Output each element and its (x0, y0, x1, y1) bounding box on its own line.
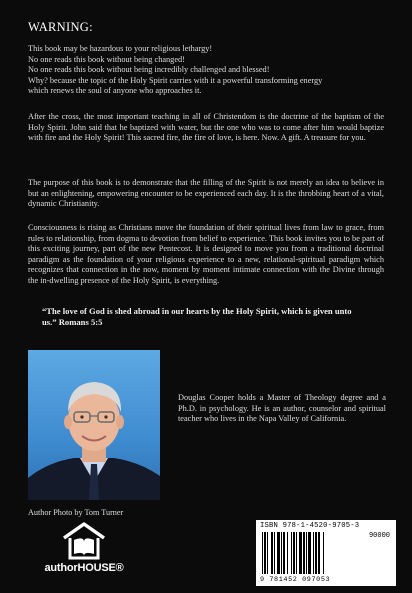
barcode-bar (308, 532, 311, 574)
barcode-bar (318, 532, 320, 574)
paragraph-consciousness: Consciousness is rising as Christians move the foundation of their spiritual lives from law to grace, from rules to relationship, from dogma to devotion from belief to experience. This book invites you to be part of this exciting journey, part of the new Pentecost. It is designed to move you from a traditional doctrinal paradigm as the foundation of your religious experience to a new, relational-spiritual paradigm which recognizes that connection in the now, moment by moment intimate connection with the Divine through the in-dwelling presence of the Holy Spirit, is everything. (28, 223, 384, 285)
barcode-bar (274, 532, 275, 574)
paragraph-baptism: After the cross, the most important teaching in all of Christendom is the doctrine of the baptism of the Holy Spirit. John said that he baptized with water, but the one who was to come after him would baptize with fire and the Holy Spirit! This sacred fire, the fire of love, is here. Now. A gift. A treasure for you. (28, 112, 384, 143)
barcode-bar (291, 532, 292, 574)
publisher-logo (34, 518, 134, 578)
isbn-label: ISBN 978-1-4520-9705-3 (260, 522, 360, 530)
barcode-bar (264, 532, 266, 574)
author-portrait-icon (28, 350, 160, 500)
photo-credit: Author Photo by Tom Turner (28, 508, 124, 517)
paragraph-purpose: The purpose of this book is to demonstrate that the filling of the Spirit is not merely an idea to believe in but an enlightening, empowering encounter to be experienced each day. It is the throbbing heart of a vital, dynamic Christianity. (28, 178, 384, 209)
barcode-bar (303, 532, 305, 574)
warning-line: No one reads this book without being changed! (28, 54, 185, 64)
warning-lines (28, 44, 384, 97)
barcode-digits: 9 781452 097053 (260, 576, 331, 584)
barcode-bar (271, 532, 273, 574)
author-photo (28, 350, 160, 500)
warning-line: Why? because the topic of the Holy Spirit carries with it a powerful transforming energy (28, 75, 323, 85)
barcode-bar (287, 532, 288, 574)
publisher-name: authorHOUSE® (44, 562, 124, 574)
barcode-bar (293, 532, 295, 574)
barcode-bar (306, 532, 307, 574)
warning-line: No one reads this book without being incredibly challenged and blessed! (28, 65, 270, 75)
isbn-barcode (256, 520, 396, 586)
barcode-bar (281, 532, 282, 574)
author-bio: Douglas Cooper holds a Master of Theology degree and a Ph.D. in psychology. He is an author, counselor and spiritual teacher who lives in the Napa Valley of California. (178, 393, 386, 424)
barcode-bar (313, 532, 314, 574)
barcode-bar (262, 532, 263, 574)
barcode-bar (267, 532, 268, 574)
warning-line: which renews the soul of anyone who approaches it. (28, 86, 202, 96)
warning-heading: WARNING: (28, 20, 93, 34)
barcode-bar (296, 532, 297, 574)
barcode-bar (315, 532, 317, 574)
barcode-bar (323, 532, 324, 574)
barcode-bars (260, 532, 360, 574)
book-house-icon (34, 518, 134, 562)
barcode-bar (277, 532, 280, 574)
barcode-bar (299, 532, 302, 574)
scripture-quote: “The love of God is shed abroad in our hearts by the Holy Spirit, which is given unto us.” Romans 5:5 (42, 306, 352, 327)
warning-line: This book may be hazardous to your religious lethargy! (28, 44, 213, 53)
price-code: 90000 (368, 532, 390, 540)
barcode-bar (283, 532, 285, 574)
